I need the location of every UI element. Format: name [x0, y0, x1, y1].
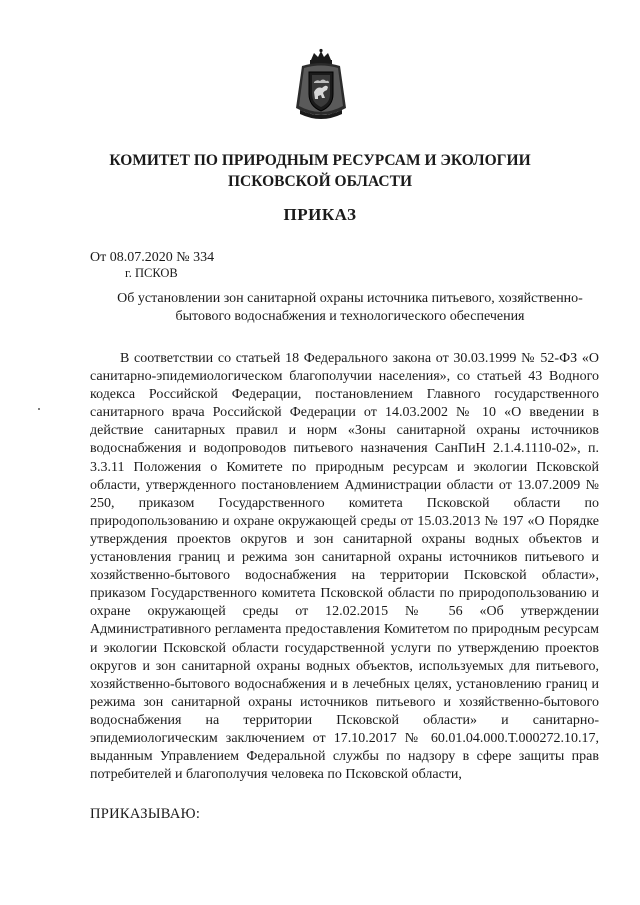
preamble-paragraph: В соответствии со статьей 18 Федерального закона от 30.03.1999 № 52-ФЗ «О санитарно-эпидемиологическом благополучии населения», со статьей 43 Водного кодекса Российской Федерации, постановлением Главного государственного санитарного врача Российской Федерации от 14.03.2002 № 10 «О введении в действие санитарных правил и норм «Зоны санитарной охраны источников водоснабжения и водопроводов питьевого назначения СанПиН 2.1.4.1110-02», п. 3.3.11 Положения о Комитете по природным ресурсам и экологии Псковской области, утвержденного постановлением Администрации области от 13.07.2009 № 250, приказом Государственного комитета Псковской области по природопользованию и охране окружающей среды от 15.03.2013 № 197 «О Порядке утверждения проектов округов и зон санитарной охраны водных объектов и установления границ и режима зон санитарной охраны источников питьевого и хозяйственно-бытового водоснабжения на территории Псковской области», приказом Государственного комитета Псковской области по природопользованию и охране окружающей среды от 12.02.2015 № 56 «Об утверждении Административного регламента предоставления Комитетом по природным ресурсам и экологии Псковской области государственной услуги по утверждению проектов округов и зон санитарной охраны водных объектов, используемых для питьевого, хозяйственно-бытового водоснабжения и в лечебных целях, установлению границ и режима зон санитарной охраны источников питьевого и хозяйственно-бытового водоснабжения на территории Псковской области» и санитарно-эпидемиологическим заключением от 17.10.2017 № 60.01.04.000.Т.000272.10.17, выданным Управлением Федеральной службы по надзору в сфере защиты прав потребителей и благополучия человека по Псковской области,: [90, 351, 599, 783]
document-body: [90, 350, 599, 784]
organization-name-line-2: ПСКОВСКОЙ ОБЛАСТИ: [227, 173, 412, 190]
date-and-number: От 08.07.2020 № 334: [90, 250, 215, 265]
order-word: ПРИКАЗЫВАЮ:: [90, 806, 201, 822]
city: г. ПСКОВ: [125, 266, 178, 280]
organization-name: [0, 150, 640, 192]
organization-name-line-1: КОМИТЕТ ПО ПРИРОДНЫМ РЕСУРСАМ И ЭКОЛОГИИ: [109, 152, 531, 169]
document-type: ПРИКАЗ: [283, 205, 357, 224]
pskov-coat-of-arms-icon: [292, 48, 350, 124]
scan-speck: [38, 408, 40, 410]
document-subject: Об установлении зон санитарной охраны источника питьевого, хозяйственно-бытового водоснабжения и технологического обеспечения: [117, 291, 583, 324]
emblem-graphic: [292, 48, 350, 124]
